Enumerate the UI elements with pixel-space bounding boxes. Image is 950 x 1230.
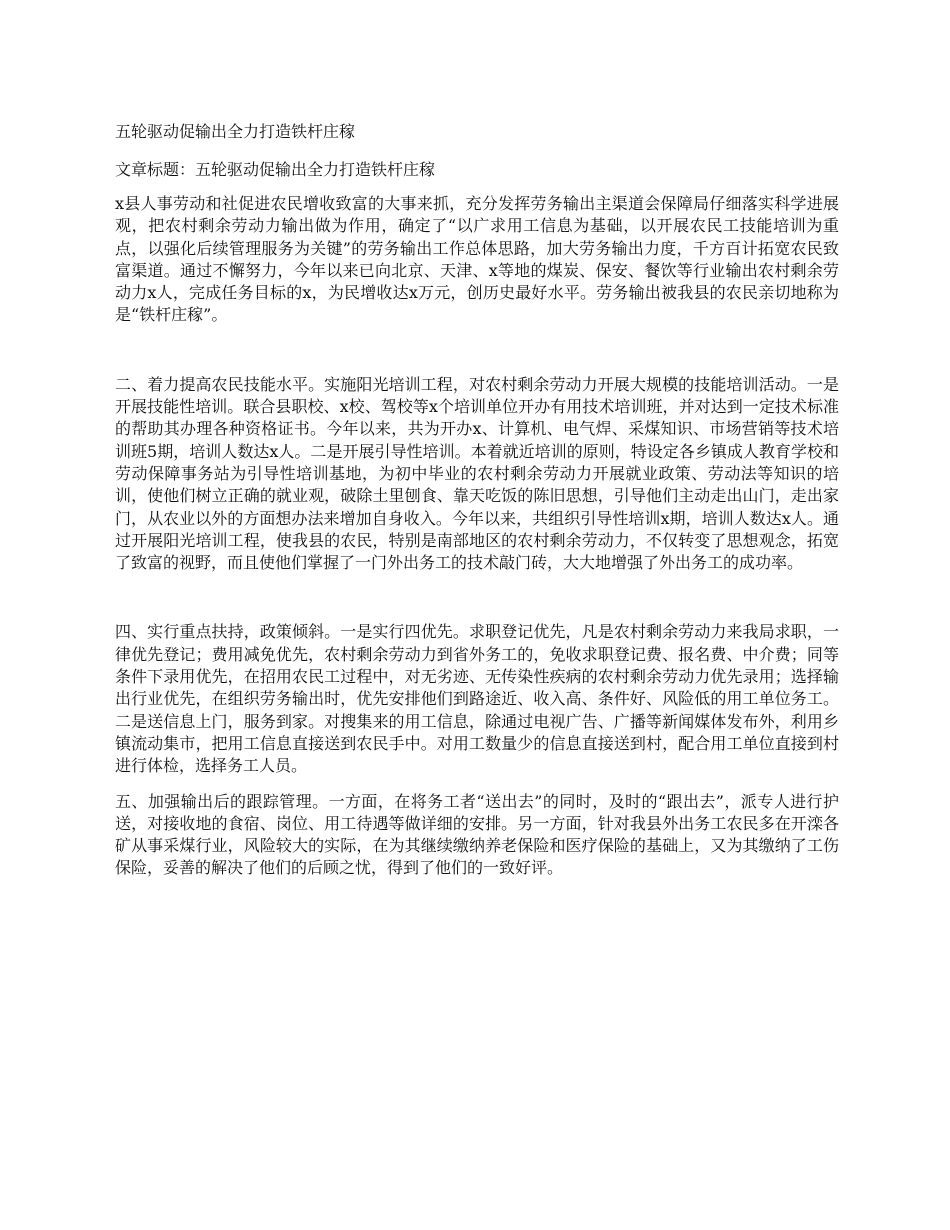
paragraph-gap — [115, 327, 839, 374]
document-heading: 五轮驱动促输出全力打造铁杆庄稼 — [115, 122, 356, 141]
paragraph-section-four: 四、实行重点扶持，政策倾斜。一是实行四优先。求职登记优先，凡是农村剩余劳动力来我局求职，一律优先登记；费用减免优先，农村剩余劳动力到省外务工的，免收求职登记费、报名费、中介费；同等条件下录用优先，在招用农民工过程中，对无劣迹、无传染性疾病的农村剩余劳动力优先录用；选择输出行业优先，在组织劳务输出时，优先安排他们到路途近、收入高、条件好、风险低的用工单位务工。二是送信息上门，服务到家。对搜集来的用工信息，除通过电视广告、广播等新闻媒体发布外，利用乡镇流动集市，把用工信息直接送到农民手中。对用工数量少的信息直接送到村，配合用工单位直接到村进行体检，选择务工人员。 — [115, 622, 839, 776]
paragraph-section-five: 五、加强输出后的跟踪管理。一方面，在将务工者“送出去”的同时，及时的“跟出去”，派专人进行护送，对接收地的食宿、岗位、用工待遇等做详细的安排。另一方面，针对我县外出务工农民多在开滦各矿从事采煤行业，风险较大的实际，在为其继续缴纳养老保险和医疗保险的基础上，又为其缴纳了工伤保险，妥善的解决了他们的后顾之忧，得到了他们的一致好评。 — [115, 791, 839, 878]
paragraph-gap — [115, 574, 839, 621]
article-title: 文章标题：五轮驱动促输出全力打造铁杆庄稼 — [115, 160, 436, 179]
paragraph-section-two: 二、着力提高农民技能水平。实施阳光培训工程，对农村剩余劳动力开展大规模的技能培训活动。一是开展技能性培训。联合县职校、x校、驾校等x个培训单位开办有用技术培训班，并对达到一定技术标准的帮助其办理各种资格证书。今年以来，共为开办x、计算机、电气焊、采煤知识、市场营销等技术培训班5期，培训人数达x人。二是开展引导性培训。本着就近培训的原则，特设定各乡镇成人教育学校和劳动保障事务站为引导性培训基地，为初中毕业的农村剩余劳动力开展就业政策、劳动法等知识的培训，使他们树立正确的就业观，破除土里刨食、靠天吃饭的陈旧思想，引导他们主动走出山门，走出家门，从农业以外的方面想办法来增加自身收入。今年以来，共组织引导性培训x期，培训人数达x人。通过开展阳光培训工程，使我县的农民，特别是南部地区的农村剩余劳动力，不仅转变了思想观念，拓宽了致富的视野，而且使他们掌握了一门外出务工的技术敲门砖，大大地增强了外出务工的成功率。 — [115, 374, 839, 573]
paragraph-gap — [115, 778, 839, 791]
document-page — [115, 120, 839, 880]
paragraph-intro: x县人事劳动和社促进农民增收致富的大事来抓，充分发挥劳务输出主渠道会保障局仔细落实科学进展观，把农村剩余劳动力输出做为作用，确定了“以广求用工信息为基础，以开展农民工技能培训为重点，以强化后续管理服务为关键”的劳务输出工作总体思路，加大劳务输出力度，千方百计拓宽农民致富渠道。通过不懈努力，今年以来已向北京、天津、x等地的煤炭、保安、餐饮等行业输出农村剩余劳动力x人，完成任务目标的x，为民增收达x万元，创历史最好水平。劳务输出被我县的农民亲切地称为是“铁杆庄稼”。 — [115, 194, 839, 325]
